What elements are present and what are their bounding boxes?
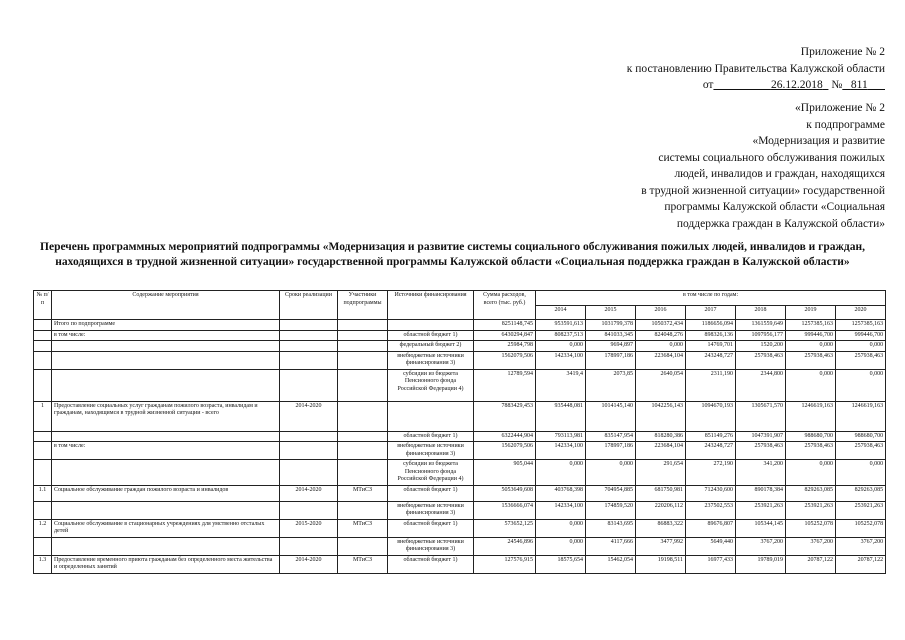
row-total: 5053649,608 [474, 485, 536, 501]
subprogram-header-line: «Приложение № 2 [795, 102, 885, 114]
row-num: 1.3 [34, 555, 52, 573]
row-total: 1536666,074 [474, 501, 536, 519]
row-year-value: 18575,654 [536, 555, 586, 573]
row-year-value: 0,000 [536, 519, 586, 537]
row-year-value: 105344,145 [736, 519, 786, 537]
row-year-value: 3477,992 [636, 537, 686, 555]
row-num [34, 341, 52, 352]
row-content: в том числе: [52, 330, 280, 341]
row-content: в том числе: [52, 442, 280, 460]
row-year-value: 808237,513 [536, 330, 586, 341]
row-year-value: 253921,263 [786, 501, 836, 519]
row-year-value: 257938,463 [736, 351, 786, 369]
row-year-value: 793113,981 [536, 431, 586, 442]
row-year-value: 223684,104 [636, 351, 686, 369]
col-header-years-group: в том числе по годам: [536, 291, 886, 306]
row-year-value: 174859,520 [586, 501, 636, 519]
row-year-value: 20787,122 [786, 555, 836, 573]
appendix-number: Приложение № 2 [800, 46, 885, 58]
row-total: 127576,915 [474, 555, 536, 573]
document-title: Перечень программных мероприятий подпрограммы «Модернизация и развитие системы социального обслуживания пожилых людей, инвалидов и граждан, находящихся в трудной жизненной ситуации» государственной программы Калужской области «Социальная поддержка граждан в Калужской области» [40, 241, 865, 268]
row-year-value: 403768,398 [536, 485, 586, 501]
row-term [280, 330, 338, 341]
row-year-value: 1246619,163 [836, 401, 886, 431]
table-row [34, 537, 886, 555]
row-source [388, 401, 474, 431]
row-year-value: 0,000 [786, 460, 836, 486]
row-total: 12789,594 [474, 369, 536, 401]
row-year-value: 243248,727 [686, 442, 736, 460]
row-num: 1.2 [34, 519, 52, 537]
row-content: Итого по подпрограмме [52, 320, 280, 331]
row-year-value: 3767,200 [786, 537, 836, 555]
row-num [34, 501, 52, 519]
row-num: 1 [34, 401, 52, 431]
row-num [34, 330, 52, 341]
row-year-value: 1257385,163 [786, 320, 836, 331]
row-year-value: 1050372,434 [636, 320, 686, 331]
row-year-value: 988680,700 [786, 431, 836, 442]
table-row [34, 401, 886, 431]
row-year-value: 105252,078 [786, 519, 836, 537]
row-year-value: 142334,100 [536, 501, 586, 519]
row-year-value: 272,190 [686, 460, 736, 486]
row-content [52, 351, 280, 369]
row-term [280, 320, 338, 331]
row-year-value: 0,000 [786, 369, 836, 401]
row-year-value: 835147,954 [586, 431, 636, 442]
table-row [34, 341, 886, 352]
row-num [34, 431, 52, 442]
row-year-value: 20787,122 [836, 555, 886, 573]
row-year-value: 178997,186 [586, 442, 636, 460]
row-num [34, 442, 52, 460]
col-header-term: Сроки реализации [280, 291, 338, 320]
row-content [52, 341, 280, 352]
row-year-value: 2311,190 [686, 369, 736, 401]
table-row [34, 330, 886, 341]
row-year-value: 0,000 [836, 369, 886, 401]
row-year-value: 178997,186 [586, 351, 636, 369]
row-year-value: 0,000 [536, 537, 586, 555]
row-term: 2014-2020 [280, 485, 338, 501]
row-source: субсидии из бюджета Пенсионного фонда Российской Федерации 4) [388, 460, 474, 486]
row-total: 1562079,506 [474, 442, 536, 460]
row-year-value: 83143,695 [586, 519, 636, 537]
row-year-value: 257938,463 [786, 351, 836, 369]
row-year-value: 1361559,649 [736, 320, 786, 331]
table-header-row [34, 291, 886, 306]
row-year-value: 824048,276 [636, 330, 686, 341]
row-year-value: 712430,600 [686, 485, 736, 501]
row-year-value: 2073,85 [586, 369, 636, 401]
row-source: областной бюджет 1) [388, 431, 474, 442]
col-header-year: 2014 [536, 305, 586, 320]
row-year-value: 257938,463 [786, 442, 836, 460]
row-total: 6322444,904 [474, 431, 536, 442]
row-year-value: 829263,085 [786, 485, 836, 501]
row-year-value: 142334,100 [536, 442, 586, 460]
row-year-value: 243248,727 [686, 351, 736, 369]
row-year-value: 890178,384 [736, 485, 786, 501]
row-year-value: 953591,613 [536, 320, 586, 331]
row-num [34, 537, 52, 555]
table-row [34, 460, 886, 486]
row-year-value: 89676,807 [686, 519, 736, 537]
row-total: 573652,125 [474, 519, 536, 537]
row-source: областной бюджет 1) [388, 519, 474, 537]
subprogram-header-line: в трудной жизненной ситуации» государственной [641, 184, 885, 197]
row-year-value: 4117,666 [586, 537, 636, 555]
row-participants [338, 341, 388, 352]
table-row [34, 369, 886, 401]
col-header-source: Источники финансирования [388, 291, 474, 320]
row-total: 1562079,506 [474, 351, 536, 369]
col-header-content: Содержание мероприятия [52, 291, 280, 320]
row-source: федеральный бюджет 2) [388, 341, 474, 352]
row-content: Социальное обслуживание граждан пожилого возраста и инвалидов [52, 485, 280, 501]
row-content: Предоставление временного приюта гражданам без определенного места жительства и определенных занятий [52, 555, 280, 573]
row-year-value: 0,000 [786, 341, 836, 352]
row-year-value: 829263,085 [836, 485, 886, 501]
col-header-year: 2017 [686, 305, 736, 320]
row-total: 25984,798 [474, 341, 536, 352]
row-year-value: 1520,200 [736, 341, 786, 352]
row-year-value: 1014145,140 [586, 401, 636, 431]
row-year-value: 898326,136 [686, 330, 736, 341]
row-content [52, 369, 280, 401]
row-year-value: 1246619,163 [786, 401, 836, 431]
row-source: внебюджетные источники финансирования 3) [388, 351, 474, 369]
row-year-value: 818280,386 [636, 431, 686, 442]
table-row [34, 442, 886, 460]
table-row [34, 501, 886, 519]
table-row [34, 555, 886, 573]
row-num: 1.1 [34, 485, 52, 501]
row-participants [338, 460, 388, 486]
decree-date: 26.12.2018 [770, 79, 823, 91]
table-row [34, 519, 886, 537]
col-header-year: 2020 [836, 305, 886, 320]
row-year-value: 851149,276 [686, 431, 736, 442]
subprogram-header-line: людей, инвалидов и граждан, находящихся [674, 168, 885, 180]
row-year-value: 0,000 [536, 460, 586, 486]
row-year-value: 2640,054 [636, 369, 686, 401]
row-year-value: 3767,200 [736, 537, 786, 555]
row-term: 2014-2020 [280, 555, 338, 573]
row-source: субсидии из бюджета Пенсионного фонда Российской Федерации 4) [388, 369, 474, 401]
measures-table [33, 290, 886, 574]
row-year-value: 2344,800 [736, 369, 786, 401]
row-year-value: 1097956,177 [736, 330, 786, 341]
row-content [52, 501, 280, 519]
row-year-value: 1186656,094 [686, 320, 736, 331]
row-term [280, 351, 338, 369]
row-participants [338, 401, 388, 431]
subprogram-header-line: к подпрограмме [806, 118, 885, 131]
row-year-value: 16977,433 [686, 555, 736, 573]
row-content: Предоставление социальных услуг гражданам пожилого возраста, инвалидам и гражданам, находящимся в трудной жизненной ситуации - всего [52, 401, 280, 431]
col-header-participants: Участники подпрограммы [338, 291, 388, 320]
row-year-value: 1094670,193 [686, 401, 736, 431]
row-year-value: 237502,553 [686, 501, 736, 519]
row-participants [338, 442, 388, 460]
row-participants [338, 501, 388, 519]
row-year-value: 257938,463 [736, 442, 786, 460]
row-year-value: 223684,104 [636, 442, 686, 460]
row-total: 8251148,745 [474, 320, 536, 331]
appendix-header [627, 44, 885, 94]
row-num [34, 460, 52, 486]
table-body [34, 320, 886, 574]
col-header-year: 2019 [786, 305, 836, 320]
col-header-year: 2016 [636, 305, 686, 320]
row-total: 24546,896 [474, 537, 536, 555]
row-year-value: 19198,511 [636, 555, 686, 573]
row-year-value: 253921,263 [836, 501, 886, 519]
table-row [34, 351, 886, 369]
col-header-year: 2018 [736, 305, 786, 320]
row-num [34, 320, 52, 331]
row-year-value: 3419,4 [536, 369, 586, 401]
row-participants [338, 320, 388, 331]
row-num [34, 369, 52, 401]
row-term: 2014-2020 [280, 401, 338, 431]
row-year-value: 220206,112 [636, 501, 686, 519]
subprogram-header-line: программы Калужской области «Социальная [664, 201, 885, 213]
row-year-value: 19789,019 [736, 555, 786, 573]
row-year-value: 1031799,378 [586, 320, 636, 331]
row-year-value: 0,000 [836, 341, 886, 352]
row-term [280, 431, 338, 442]
row-year-value: 5649,440 [686, 537, 736, 555]
row-total: 905,044 [474, 460, 536, 486]
row-year-value: 0,000 [536, 341, 586, 352]
row-year-value: 841033,345 [586, 330, 636, 341]
col-header-total: Сумма расходов, всего (тыс. руб.) [474, 291, 536, 320]
row-year-value: 999446,700 [786, 330, 836, 341]
row-participants: МТиСЗ [338, 555, 388, 573]
row-year-value: 0,000 [836, 460, 886, 486]
row-term [280, 537, 338, 555]
row-term [280, 341, 338, 352]
row-content [52, 431, 280, 442]
row-source: областной бюджет 1) [388, 330, 474, 341]
row-content [52, 537, 280, 555]
row-year-value: 935448,081 [536, 401, 586, 431]
row-year-value: 257938,463 [836, 442, 886, 460]
row-year-value: 15462,054 [586, 555, 636, 573]
row-participants [338, 330, 388, 341]
row-participants: МТиСЗ [338, 485, 388, 501]
row-year-value: 1305671,570 [736, 401, 786, 431]
row-year-value: 0,000 [636, 341, 686, 352]
table-row [34, 320, 886, 331]
row-term [280, 501, 338, 519]
row-year-value: 253921,263 [736, 501, 786, 519]
row-content [52, 460, 280, 486]
row-term [280, 460, 338, 486]
row-year-value: 681750,981 [636, 485, 686, 501]
subprogram-header [641, 100, 885, 232]
row-year-value: 1257385,163 [836, 320, 886, 331]
decree-date-line: от 26.12.2018 № 811 [702, 79, 868, 91]
row-source [388, 320, 474, 331]
row-year-value: 1047391,907 [736, 431, 786, 442]
row-year-value: 704954,885 [586, 485, 636, 501]
row-term [280, 442, 338, 460]
subprogram-header-line: «Модернизация и развитие [752, 135, 885, 147]
row-year-value: 86883,322 [636, 519, 686, 537]
row-year-value: 9694,897 [586, 341, 636, 352]
row-year-value: 14769,701 [686, 341, 736, 352]
row-year-value: 1042256,143 [636, 401, 686, 431]
appendix-decree: к постановлению Правительства Калужской области [626, 62, 885, 75]
row-total: 6430294,847 [474, 330, 536, 341]
row-year-value: 105252,078 [836, 519, 886, 537]
row-total: 7883429,453 [474, 401, 536, 431]
row-term: 2015-2020 [280, 519, 338, 537]
row-source: областной бюджет 1) [388, 555, 474, 573]
row-year-value: 291,654 [636, 460, 686, 486]
table-row [34, 485, 886, 501]
row-year-value: 0,000 [586, 460, 636, 486]
row-year-value: 988680,700 [836, 431, 886, 442]
row-year-value: 257938,463 [836, 351, 886, 369]
row-participants [338, 369, 388, 401]
row-term [280, 369, 338, 401]
subprogram-header-line: поддержка граждан в Калужской области» [676, 217, 885, 230]
row-participants: МТиСЗ [338, 519, 388, 537]
row-source: внебюджетные источники финансирования 3) [388, 442, 474, 460]
col-header-year: 2015 [586, 305, 636, 320]
row-source: внебюджетные источники финансирования 3) [388, 501, 474, 519]
row-num [34, 351, 52, 369]
row-year-value: 3767,200 [836, 537, 886, 555]
decree-number: 811 [850, 79, 868, 91]
row-year-value: 999446,700 [836, 330, 886, 341]
row-year-value: 142334,100 [536, 351, 586, 369]
row-participants [338, 351, 388, 369]
row-year-value: 341,200 [736, 460, 786, 486]
row-participants [338, 537, 388, 555]
row-content: Социальное обслуживание в стационарных учреждениях для умственно отсталых детей [52, 519, 280, 537]
subprogram-header-line: системы социального обслуживания пожилых [658, 151, 885, 164]
row-participants [338, 431, 388, 442]
row-source: внебюджетные источники финансирования 3) [388, 537, 474, 555]
table-row [34, 431, 886, 442]
row-source: областной бюджет 1) [388, 485, 474, 501]
col-header-num: № п/п [34, 291, 52, 320]
